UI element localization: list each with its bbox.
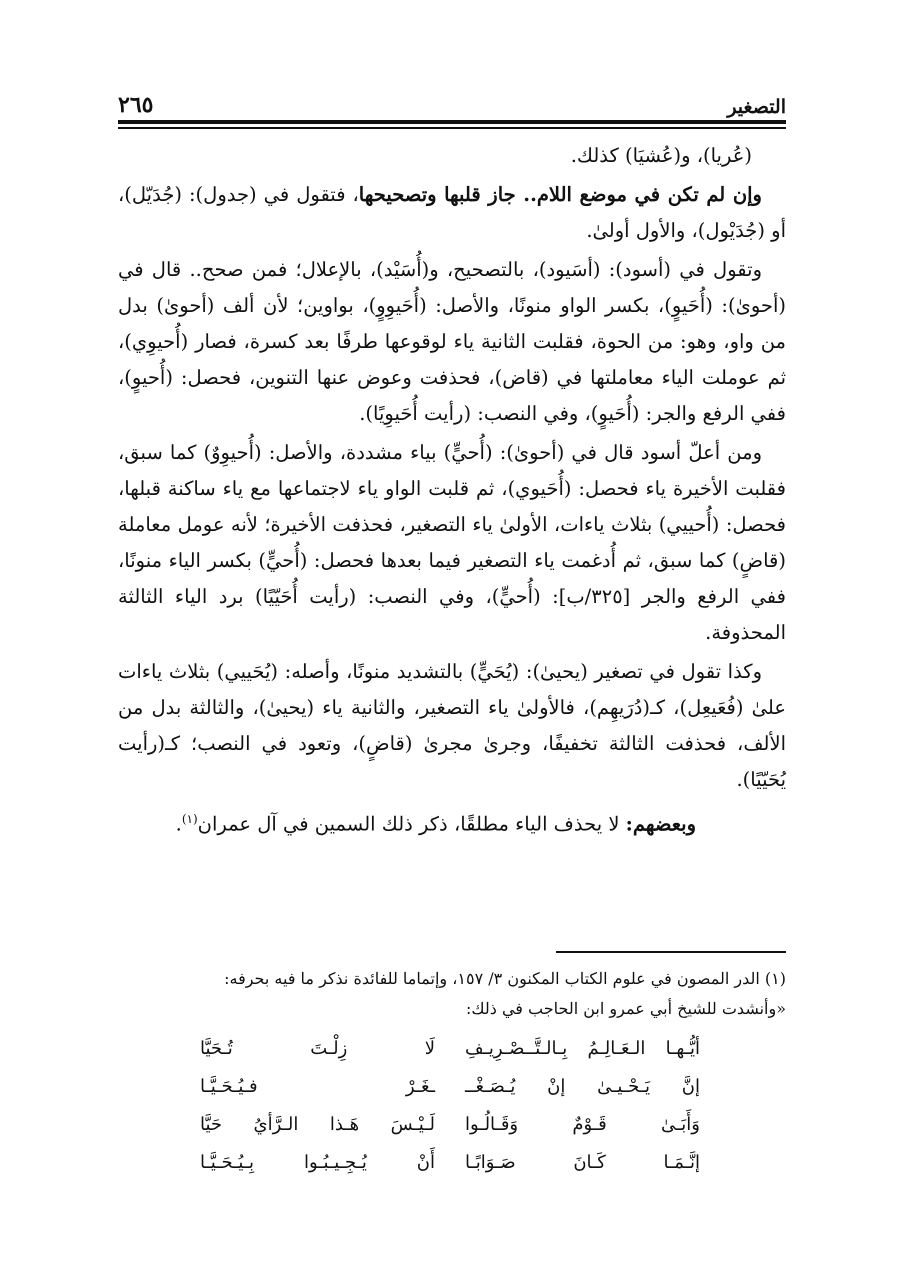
verse-right-hemistich: إنَّـمَـا كَـانَ صَـوَابًـا (465, 1152, 700, 1173)
bold-clause: وإن لم تكن في موضع اللام.. جاز قلبها وتصحيحها (358, 183, 762, 206)
paragraph: وتقول في (أسود): (أسَيود)، بالتصحيح، و(أُسَيْد)، بالإعلال؛ فمن صحح.. قال في (أحوىٰ): (أُحَيوٍ)، بكسر الواو منونًا، والأصل: (أُحَيوِوٍ)، بواوين؛ لأن ألف (أحوىٰ) بدل من واو، وهو: من الحوة، فقلبت الثانية ياء لوقوعها طرفًا بعد كسرة، فصار (أُحيوِي)، ثم عوملت الياء معاملتها في (قاض)، فحذفت وعوض عنها التنوين، فحصل: (أُحيوٍ)، ففي الرفع والجر: (أُحَيوٍ)، وفي النصب: (رأيت أُحَيوِيًا). (118, 258, 786, 425)
paragraph-last (118, 801, 786, 843)
verse-right-hemistich: أيُّـهـا الـعَـالِـمُ بِـالـتَّــصْـرِيـفِ (465, 1038, 700, 1059)
verse (200, 1030, 700, 1068)
page-header (118, 84, 786, 118)
verse-left-hemistich: لَا زِلْـتَ تُـحَيَّا (200, 1038, 435, 1059)
header-rule-thick (118, 120, 786, 124)
bold-lead: وبعضهم: (625, 812, 696, 836)
paragraph: ومن أعلّ أسود قال في (أحوىٰ): (أُحيٍّ) بياء مشددة، والأصل: (أُحيوِوٌ) كما سبق، فقلبت الأخيرة ياء فحصل: (أُحَيوي)، ثم قلبت الواو ياء لاجتماعها مع ياء ساكنة قبلها، فحصل: (أُحييي) بثلاث ياءات، الأولىٰ ياء التصغير، فحذفت الأخيرة؛ لأنه عومل معاملة (قاضٍ) كما سبق، ثم أُدغمت ياء التصغير فيما بعدها فحصل: (أُحيٍّ) بكسر الياء منونًا، ففي الرفع والجر [٣٢٥/ب]: (أُحيٍّ)، وفي النصب: (رأيت أُحَيّيًا) برد الياء الثالثة المحذوفة. (118, 441, 786, 644)
verse-left-hemistich: لَـيْـسَ هَـذا الـرَّأيُ حَيَّا (200, 1114, 435, 1135)
footnote-separator (556, 951, 786, 953)
verse-right-hemistich: وَأَبَـىٰ قَـوْمٌ وَقَـالُـوا (465, 1114, 700, 1135)
main-text (118, 138, 786, 846)
verse (200, 1106, 700, 1144)
footnote-ref: (١) (181, 812, 198, 826)
footnote-line: (١) الدر المصون في علوم الكتاب المكنون ٣/ ١٥٧، وإتماما للفائدة نذكر ما فيه بحرفه: (224, 969, 786, 988)
page-number: ٢٦٥ (118, 92, 154, 118)
paragraph: وكذا تقول في تصغير (يحيىٰ): (يُحَيٍّ) بالتشديد منونًا، وأصله: (يُحَييي) بثلاث ياءات علىٰ (فُعَيعِل)، كـ(دُرَيهِم)، فالأولىٰ ياء التصغير، والثانية ياء (يحيىٰ)، والثالثة بدل من الألف، فحذفت الثالثة تخفيفًا، وجرىٰ مجرىٰ (قاضٍ)، وتعود في النصب؛ كـ(رأيت يُحَيّيًا). (118, 660, 786, 791)
paragraph: (عُريا)، و(عُشيَا) كذلك. (570, 144, 752, 167)
header-rule-thin (118, 127, 786, 129)
paragraph-text: لا يحذف الياء مطلقًا، ذكر ذلك السمين في آل عمران (197, 812, 626, 836)
footnote-line: «وأنشدت للشيخ أبي عمرو ابن الحاجب في ذلك: (466, 999, 786, 1018)
verse-right-hemistich: إنَّ يَـحْـيـىٰ إنْ يُـصَـغْــ (465, 1076, 700, 1097)
chapter-title: التصغير (727, 96, 786, 118)
verse-left-hemistich: أَنْ يُـجِـيـبُـوا بِـيُـحَـيَّـا (200, 1152, 435, 1173)
verse (200, 1068, 700, 1106)
paragraph-end: . (175, 812, 182, 836)
verse-left-hemistich: ـغَـرْ فـيُـحَـيَّـا (200, 1076, 435, 1097)
paragraph (118, 177, 786, 249)
verse (200, 1144, 700, 1182)
footnote (118, 964, 786, 1024)
paragraph-rest: ، فتقول في (جدول): (جُدَيّل)، أو (جُدَيْول)، والأول أولىٰ. (118, 183, 786, 242)
poem (200, 1030, 700, 1182)
